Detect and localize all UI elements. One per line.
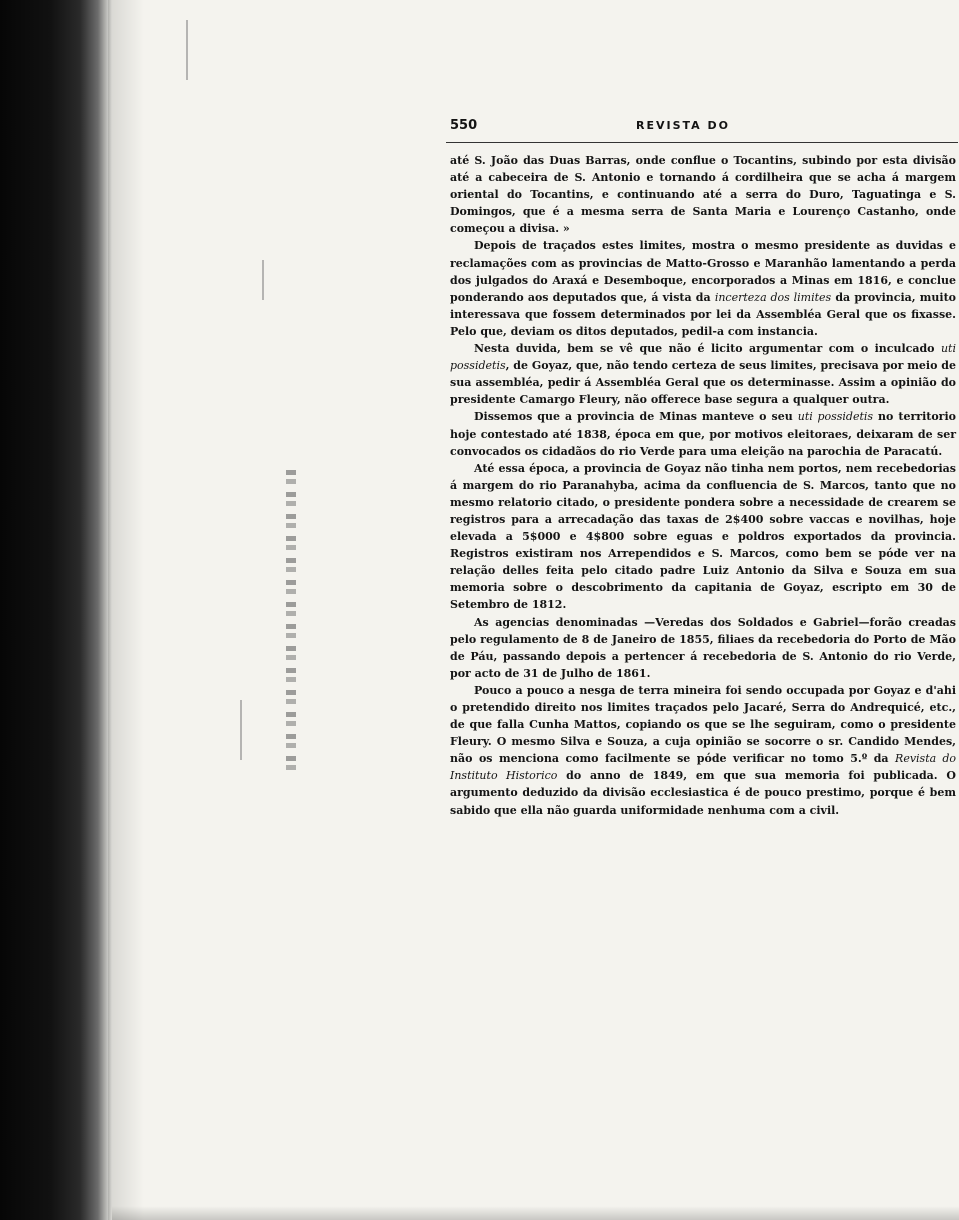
paragraph bbox=[450, 682, 956, 819]
binding-tick bbox=[186, 20, 188, 80]
paragraph bbox=[450, 408, 956, 459]
page-bottom-shadow bbox=[112, 1206, 959, 1220]
binding-tick bbox=[240, 700, 242, 760]
binding-stamp-mark bbox=[286, 470, 296, 770]
page-header bbox=[446, 116, 959, 138]
italic-run: Revista do Instituto Historico bbox=[450, 752, 957, 783]
paragraph bbox=[450, 614, 956, 682]
paragraph bbox=[450, 152, 956, 237]
paragraph bbox=[450, 237, 956, 340]
book-binding-gutter bbox=[0, 0, 112, 1220]
text-run: Depois de traçados estes limites, mostra o mesmo presidente as duvidas e reclamações com as provincias de Matto-Grosso e Maranhão lamentando a perda dos julgados do Araxá e Desemboque, encorporados a Minas em 1816, e conclue ponderando aos deputados que, á vista da bbox=[450, 239, 956, 304]
text-run: Dissemos que a provincia de Minas manteve o seu bbox=[474, 410, 798, 424]
text-run: Nesta duvida, bem se vê que não é licito argumentar com o inculcado bbox=[474, 342, 941, 356]
text-run: , de Goyaz, que, não tendo certeza de seus limites, precisava por meio de sua assembléa, pedir á Assembléa Geral que os determinasse. Assim a opinião do presidente Camargo Fleury, não offerece base segura a qualquer outra. bbox=[450, 359, 956, 407]
running-head: REVISTA DO bbox=[636, 119, 730, 132]
header-rule bbox=[446, 142, 958, 143]
paragraph bbox=[450, 460, 956, 614]
italic-run: uti possidetis bbox=[450, 342, 956, 373]
binding-tick bbox=[262, 260, 264, 300]
text-run: no territorio hoje contestado até 1838, época em que, por motivos eleitoraes, deixaram de ser convocados os cidadãos do rio Verde para uma eleição na parochia de Paracatú. bbox=[450, 410, 956, 458]
italic-run: incerteza dos limites bbox=[714, 290, 832, 304]
text-run: até S. João das Duas Barras, onde conflue o Tocantins, subindo por esta divisão até a cabeceira de S. Antonio e tornando á cordilheira que se acha á margem oriental do Tocantins, e continuando até a serra do Duro, Taguatinga e S. Domingos, que é a mesma serra de Santa Maria e Lourenço Castanho, onde começou a divisa. » bbox=[450, 154, 956, 236]
gutter-shadow bbox=[108, 0, 144, 1220]
text-run: do anno de 1849, em que sua memoria foi publicada. O argumento deduzido da divisão ecclesiastica é de pouco prestimo, porque é bem sabido que ella não guarda uniformidade nenhuma com a civil. bbox=[450, 769, 956, 817]
text-run: Pouco a pouco a nesga de terra mineira foi sendo occupada por Goyaz e d'ahi o pretendido direito nos limites traçados pelo Jacaré, Serra do Andrequicé, etc., de que falla Cunha Mattos, copiando os que se lhe seguiram, como o presidente Fleury. O mesmo Silva e Souza, a cuja opinião se socorre o sr. Candido Mendes, não os menciona como facilmente se póde verificar no tomo 5.º da bbox=[450, 683, 956, 766]
text-run: da provincia, muito interessava que fossem determinados por lei da Assembléa Geral que os fixasse. Pelo que, deviam os ditos deputados, pedil-a com instancia. bbox=[450, 290, 956, 338]
body-text bbox=[450, 152, 956, 819]
page-number: 550 bbox=[450, 118, 478, 133]
text-run: Até essa época, a provincia de Goyaz não tinha nem portos, nem recebedorias á margem do rio Paranahyba, acima da confluencia de S. Marcos, tanto que no mesmo relatorio citado, o presidente pondera sobre a necessidade de crearem se registros para a arrecadação das taxas de 2$400 sobre vaccas e novilhas, hoje elevada a 5$000 e 4$800 sobre eguas e poldros exportados da provincia. Registros existiram nos Arrependidos e S. Marcos, como bem se póde ver na relação delles feita pelo citado padre Luiz Antonio da Silva e Souza em sua memoria sobre o descobrimento da capitania de Goyaz, escripto em 30 de Setembro de 1812. bbox=[450, 461, 956, 612]
text-run: As agencias denominadas —Veredas dos Soldados e Gabriel—forão creadas pelo regulamento de 8 de Janeiro de 1855, filiaes da recebedoria do Porto de Mão de Páu, passando depois a pertencer á recebedoria de S. Antonio do rio Verde, por acto de 31 de Julho de 1861. bbox=[450, 615, 956, 680]
italic-run: uti possidetis bbox=[797, 410, 874, 424]
paragraph bbox=[450, 340, 956, 408]
